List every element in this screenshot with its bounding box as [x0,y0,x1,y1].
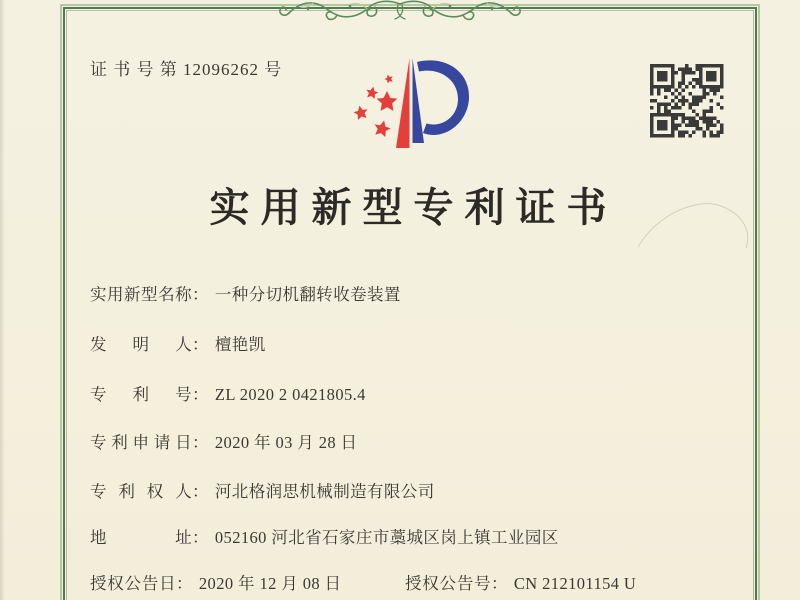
colon: ： [192,385,209,404]
field-value: 2020 年 12 月 08 日 [198,574,342,593]
field-value: 一种分切机翻转收卷装置 [214,285,401,304]
field-label: 专利申请日 [90,433,192,452]
field-label: 实用新型名称 [90,285,192,304]
star-icon [365,85,380,99]
colon: ： [192,285,209,304]
grant-date [90,574,341,593]
field-value: 052160 河北省石家庄市藁城区岗上镇工业园区 [214,528,559,547]
field-value: 河北格润思机械制造有限公司 [214,482,435,501]
qr-code [650,64,724,138]
top-flourish-icon [275,0,525,26]
field-value: 2020 年 03 月 28 日 [214,433,358,452]
star-icon [377,91,398,111]
star-icon [352,104,369,120]
field-utility-model-name [90,281,401,305]
colon: ： [491,574,508,593]
certificate-number: 证 书 号 第 12096262 号 [90,60,283,79]
grant-number [405,570,636,594]
field-label: 授权公告日 [90,574,176,593]
grant-row [90,570,637,594]
colon: ： [192,528,209,547]
p-bowl-blue [417,60,469,135]
field-label: 专利号 [90,385,192,404]
colon: ： [192,335,209,354]
field-label: 发明人 [90,335,192,354]
star-icon [383,73,394,84]
field-inventor [90,331,266,355]
field-value: CN 212101154 U [513,574,637,593]
field-patentee [90,478,435,502]
field-address [90,524,559,548]
certificate-title: 实用新型专利证书 [209,185,618,230]
field-value: 檀艳凯 [214,335,266,354]
field-filing-date [90,429,357,453]
star-icon [372,118,392,137]
field-patent-number [90,381,366,405]
needle-left-red [396,58,410,148]
field-label: 授权公告号 [405,574,491,593]
field-value: ZL 2020 2 0421805.4 [214,385,366,404]
colon: ： [192,433,209,452]
colon: ： [176,574,193,593]
colon: ： [192,482,209,501]
field-label: 地址 [90,528,192,547]
cnipa-logo-icon [330,50,480,180]
field-label: 专利权人 [90,482,192,501]
